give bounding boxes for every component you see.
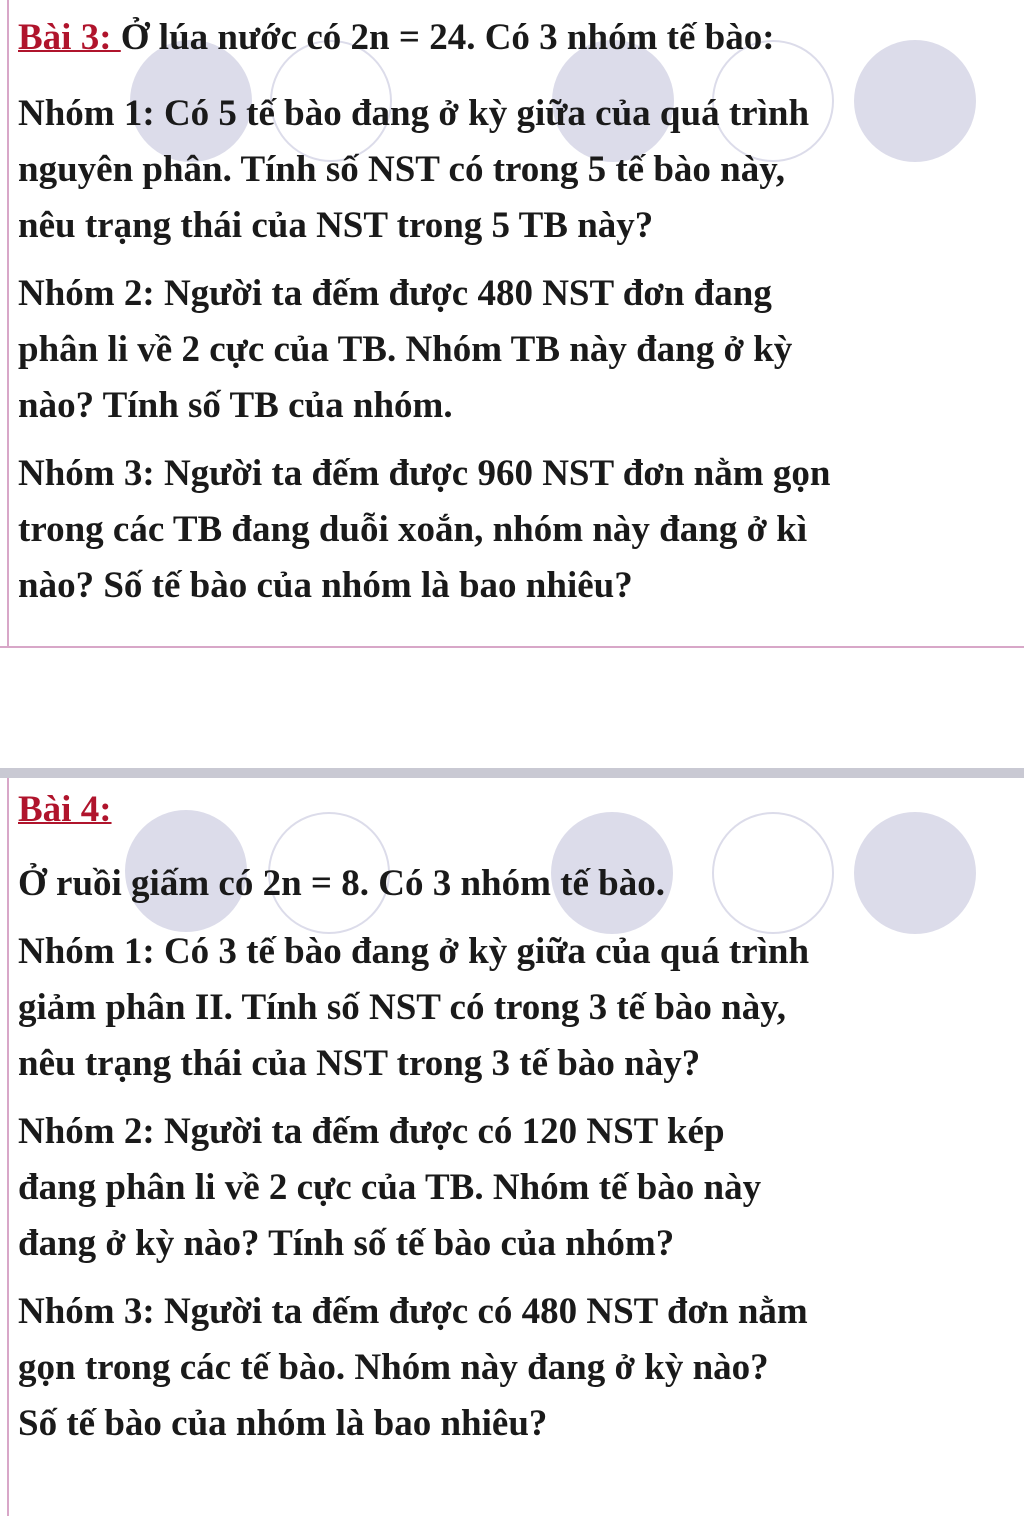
bai-4-line-2: giảm phân II. Tính số NST có trong 3 tế bào này, (18, 987, 786, 1028)
bai-3-line-7: Nhóm 3: Người ta đếm được 960 NST đơn nằm gọn (18, 453, 831, 494)
bai-3-line-5: phân li về 2 cực của TB. Nhóm TB này đang ở kỳ (18, 329, 793, 370)
bai-3-line-4: Nhóm 2: Người ta đếm được 480 NST đơn đang (18, 273, 772, 314)
bai-4-title-line (18, 782, 1018, 838)
slide-border (7, 778, 9, 1516)
bai-4-line-0: Ở ruồi giấm có 2n = 8. Có 3 nhóm tế bào. (18, 863, 666, 904)
bai-4-line-8: gọn trong các tế bào. Nhóm này đang ở kỳ nào? (18, 1347, 769, 1388)
bai-3-line-3: nêu trạng thái của NST trong 5 TB này? (18, 205, 654, 246)
bai-3-title: Bài 3: (18, 17, 121, 58)
bai-3-line-0: Bài 3: Ở lúa nước có 2n = 24. Có 3 nhóm tế bào: (18, 17, 775, 58)
bai-4-line-7: Nhóm 3: Người ta đếm được có 480 NST đơn nằm (18, 1291, 808, 1332)
bai-4-line-5: đang phân li về 2 cực của TB. Nhóm tế bào này (18, 1167, 762, 1208)
bai-3-line-2: nguyên phân. Tính số NST có trong 5 tế bào này, (18, 149, 785, 190)
bai-3-content (18, 10, 1018, 614)
slide-gap (0, 648, 1024, 778)
slide-bai-4 (0, 778, 1024, 1516)
bai-3-line-1: Nhóm 1: Có 5 tế bào đang ở kỳ giữa của quá trình (18, 93, 810, 134)
bai-4-line-3: nêu trạng thái của NST trong 3 tế bào này? (18, 1043, 701, 1084)
slide-border (7, 0, 9, 648)
slide-separator (0, 768, 1024, 778)
bai-4-content (18, 782, 1018, 1452)
bai-4-title: Bài 4: (18, 789, 112, 830)
bai-4-line-9: Số tế bào của nhóm là bao nhiêu? (18, 1403, 548, 1444)
bai-4-line-4: Nhóm 2: Người ta đếm được có 120 NST kép (18, 1111, 725, 1152)
slide-bai-3 (0, 0, 1024, 648)
bai-3-line-9: nào? Số tế bào của nhóm là bao nhiêu? (18, 565, 633, 606)
bai-3-line-6: nào? Tính số TB của nhóm. (18, 385, 453, 426)
bai-4-line-1: Nhóm 1: Có 3 tế bào đang ở kỳ giữa của quá trình (18, 931, 810, 972)
bai-3-line-8: trong các TB đang duỗi xoắn, nhóm này đang ở kì (18, 509, 808, 550)
bai-4-line-6: đang ở kỳ nào? Tính số tế bào của nhóm? (18, 1223, 675, 1264)
